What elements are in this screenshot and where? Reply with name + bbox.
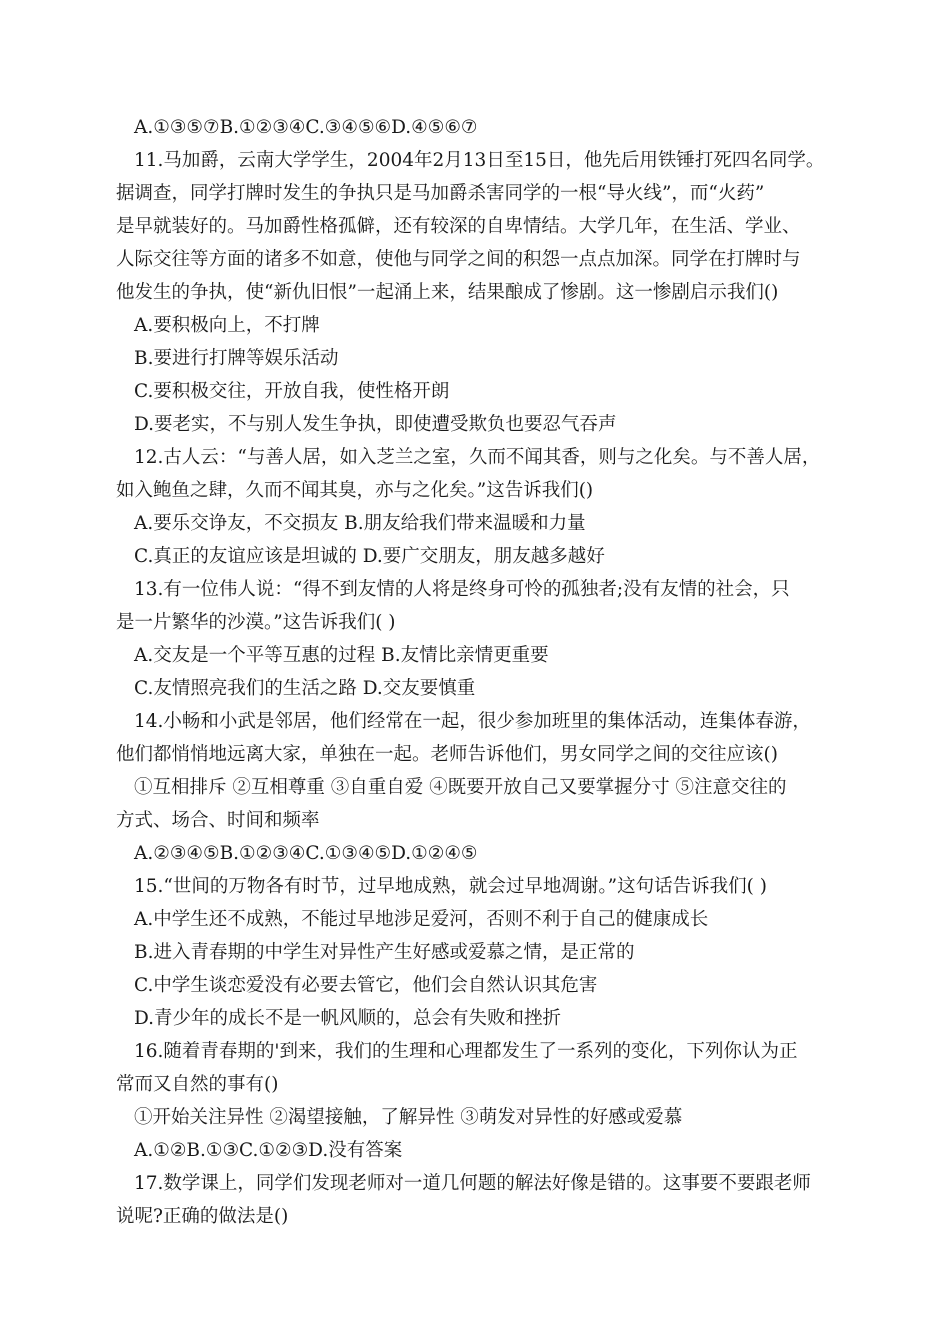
question-15: 15.“世间的万物各有时节，过早地成熟，就会过早地凋谢。”这句话告诉我们( ) <box>134 876 767 897</box>
text-line: 他们都悄悄地远离大家，单独在一起。老师告诉他们，男女同学之间的交往应该() <box>116 744 778 765</box>
text-line: 他发生的争执，使“新仇旧恨”一起涌上来，结果酿成了惨剧。这一惨剧启示我们() <box>116 282 779 303</box>
text-line: 据调查，同学打牌时发生的争执只是马加爵杀害同学的一根“导火线”，而“火药” <box>116 183 765 204</box>
option-c: C.中学生谈恋爱没有必要去管它，他们会自然认识其危害 <box>134 975 598 996</box>
options-line: A.②③④⑤B.①②③④C.①③④⑤D.①②④⑤ <box>134 843 478 864</box>
text-line: 是一片繁华的沙漠。”这告诉我们( ) <box>116 612 396 633</box>
question-11: 11.马加爵，云南大学学生，2004年2月13日至15日，他先后用铁锤打死四名同学。 <box>134 150 825 171</box>
statements-list: ①开始关注异性 ②渴望接触，了解异性 ③萌发对异性的好感或爱慕 <box>134 1107 683 1128</box>
option-d: D.青少年的成长不是一帆风顺的，总会有失败和挫折 <box>134 1008 562 1029</box>
option-b: B.要进行打牌等娱乐活动 <box>134 348 339 369</box>
text-line: 常而又自然的事有() <box>116 1074 279 1095</box>
text-line: 人际交往等方面的诸多不如意，使他与同学之间的积怨一点点加深。同学在打牌时与 <box>116 249 801 270</box>
question-13: 13.有一位伟人说：“得不到友情的人将是终身可怜的孤独者;没有友情的社会，只 <box>134 579 790 600</box>
question-16: 16.随着青春期的'到来，我们的生理和心理都发生了一系列的变化，下列你认为正 <box>134 1041 798 1062</box>
option-c: C.要积极交往，开放自我，使性格开朗 <box>134 381 450 402</box>
options-ab: A.交友是一个平等互惠的过程 B.友情比亲情更重要 <box>134 645 549 666</box>
options-cd: C.友情照亮我们的生活之路 D.交友要慎重 <box>134 678 476 699</box>
text-line: A.①③⑤⑦B.①②③④C.③④⑤⑥D.④⑤⑥⑦ <box>134 117 478 138</box>
question-17: 17.数学课上，同学们发现老师对一道几何题的解法好像是错的。这事要不要跟老师 <box>134 1173 811 1194</box>
text-line: 是早就装好的。马加爵性格孤僻，还有较深的自卑情结。大学几年，在生活、学业、 <box>116 216 801 237</box>
statements-list: ①互相排斥 ②互相尊重 ③自重自爱 ④既要开放自己又要掌握分寸 ⑤注意交往的 <box>134 777 787 798</box>
option-a: A.中学生还不成熟，不能过早地涉足爱河，否则不利于自己的健康成长 <box>134 909 709 930</box>
options-cd: C.真正的友谊应该是坦诚的 D.要广交朋友，朋友越多越好 <box>134 546 605 567</box>
option-a: A.要积极向上，不打牌 <box>134 315 320 336</box>
question-14: 14.小畅和小武是邻居，他们经常在一起，很少参加班里的集体活动，连集体春游， <box>134 711 811 732</box>
options-ab: A.要乐交诤友，不交损友 B.朋友给我们带来温暖和力量 <box>134 513 586 534</box>
text-line: 如入鲍鱼之肆，久而不闻其臭，亦与之化矣。”这告诉我们() <box>116 480 594 501</box>
options-line: A.①②B.①③C.①②③D.没有答案 <box>134 1140 403 1161</box>
option-d: D.要老实，不与别人发生争执，即使遭受欺负也要忍气吞声 <box>134 414 617 435</box>
text-line: 方式、场合、时间和频率 <box>116 810 320 831</box>
text-line: 说呢?正确的做法是() <box>116 1206 289 1227</box>
option-b: B.进入青春期的中学生对异性产生好感或爱慕之情，是正常的 <box>134 942 635 963</box>
question-12: 12.古人云：“与善人居，如入芝兰之室，久而不闻其香，则与之化矣。与不善人居， <box>134 447 821 468</box>
